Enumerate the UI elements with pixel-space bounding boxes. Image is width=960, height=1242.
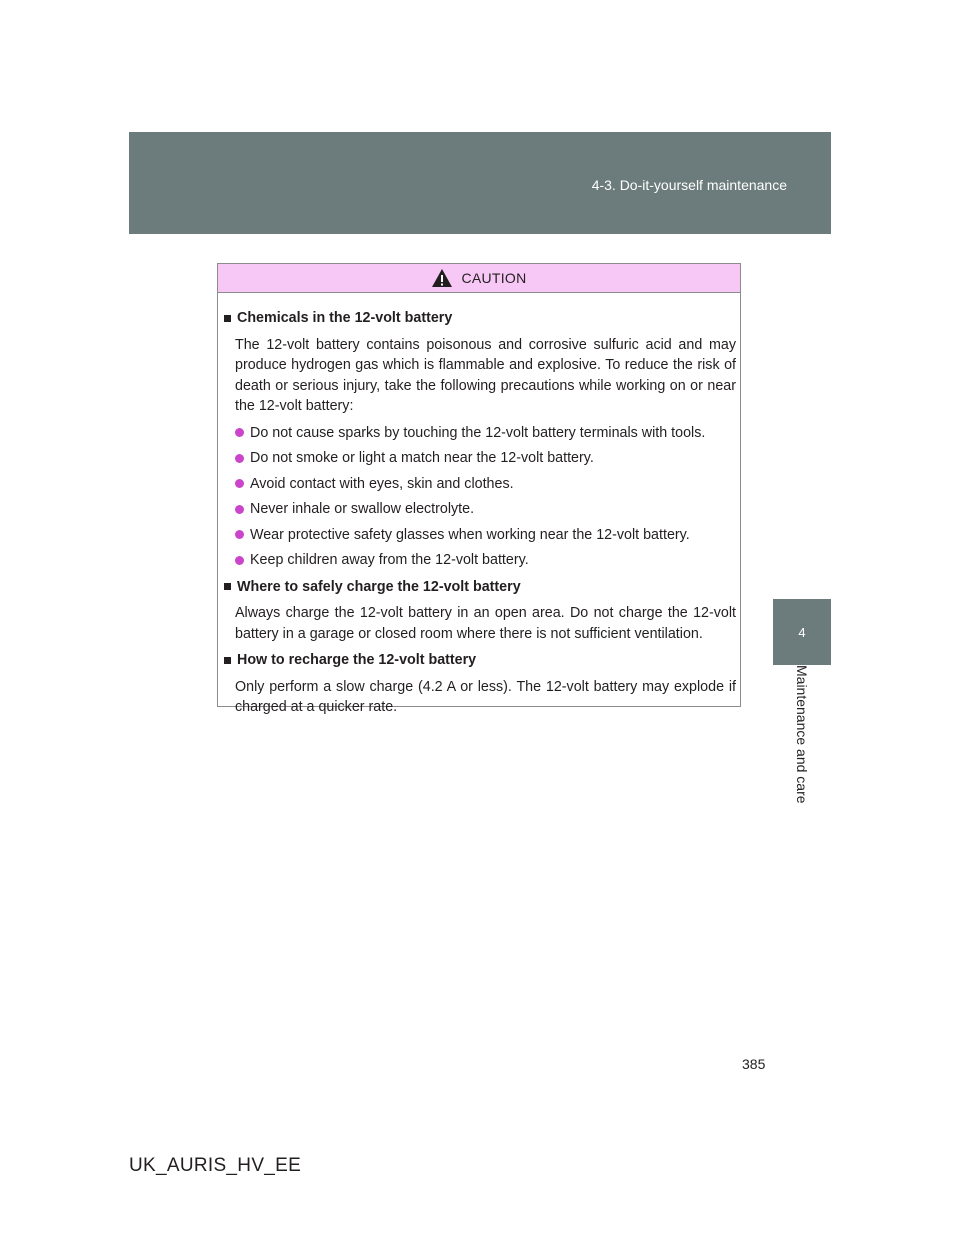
round-bullet-icon <box>235 556 244 565</box>
chapter-tab-label-text: Maintenance and care <box>794 665 810 804</box>
list-item <box>218 499 736 520</box>
caution-section-how-to-recharge <box>218 650 736 718</box>
list-item-text: Do not smoke or light a match near the 12-volt battery. <box>250 450 594 466</box>
chapter-tab-label <box>773 665 831 825</box>
page-number: 385 <box>742 1056 766 1072</box>
caution-title: CAUTION <box>461 270 527 286</box>
section-heading-text: How to recharge the 12-volt battery <box>237 652 477 668</box>
round-bullet-icon <box>235 428 244 437</box>
list-item-text: Never inhale or swallow electrolyte. <box>250 501 475 517</box>
section-title: 4-3. Do-it-yourself maintenance <box>591 177 787 193</box>
list-item-text: Wear protective safety glasses when working near the 12-volt battery. <box>250 526 690 543</box>
list-item <box>218 474 736 495</box>
header-band <box>129 132 831 234</box>
list-item-text: Do not cause sparks by touching the 12-volt battery terminals with tools. <box>250 424 706 441</box>
square-bullet-icon <box>224 583 231 590</box>
caution-section-where-to-charge <box>218 577 736 645</box>
caution-body <box>218 293 740 718</box>
list-item <box>218 550 736 571</box>
warning-triangle-icon <box>431 268 453 288</box>
caution-box <box>217 263 741 715</box>
section-heading-text: Chemicals in the 12-volt battery <box>237 310 453 326</box>
list-item <box>218 525 736 546</box>
section-paragraph: Only perform a slow charge (4.2 A or less). The 12-volt battery may explode if charged at a quicker rate. <box>235 678 736 715</box>
caution-section-chemicals <box>218 308 736 571</box>
caution-header <box>218 264 740 293</box>
list-item-text: Avoid contact with eyes, skin and clothes. <box>250 475 514 492</box>
section-paragraph: Always charge the 12-volt battery in an open area. Do not charge the 12-volt battery in a garage or closed room where there is not sufficient ventilation. <box>235 605 736 642</box>
chapter-tab-number: 4 <box>773 599 831 665</box>
list-item-text: Keep children away from the 12-volt battery. <box>250 552 529 568</box>
section-heading-text: Where to safely charge the 12-volt battery <box>237 578 521 595</box>
square-bullet-icon <box>224 315 231 322</box>
section-heading <box>218 650 736 671</box>
list-item <box>218 448 736 469</box>
section-heading <box>218 308 736 329</box>
round-bullet-icon <box>235 505 244 514</box>
section-heading <box>218 577 736 598</box>
list-item <box>218 423 736 444</box>
square-bullet-icon <box>224 657 231 664</box>
round-bullet-icon <box>235 479 244 488</box>
round-bullet-icon <box>235 530 244 539</box>
document-code: UK_AURIS_HV_EE <box>129 1155 302 1176</box>
section-paragraph: The 12-volt battery contains poisonous and corrosive sulfuric acid and may produce hydrogen gas which is flammable and explosive. To reduce the risk of death or serious injury, take the following precautions while working on or near the 12-volt battery: <box>235 336 736 414</box>
round-bullet-icon <box>235 454 244 463</box>
